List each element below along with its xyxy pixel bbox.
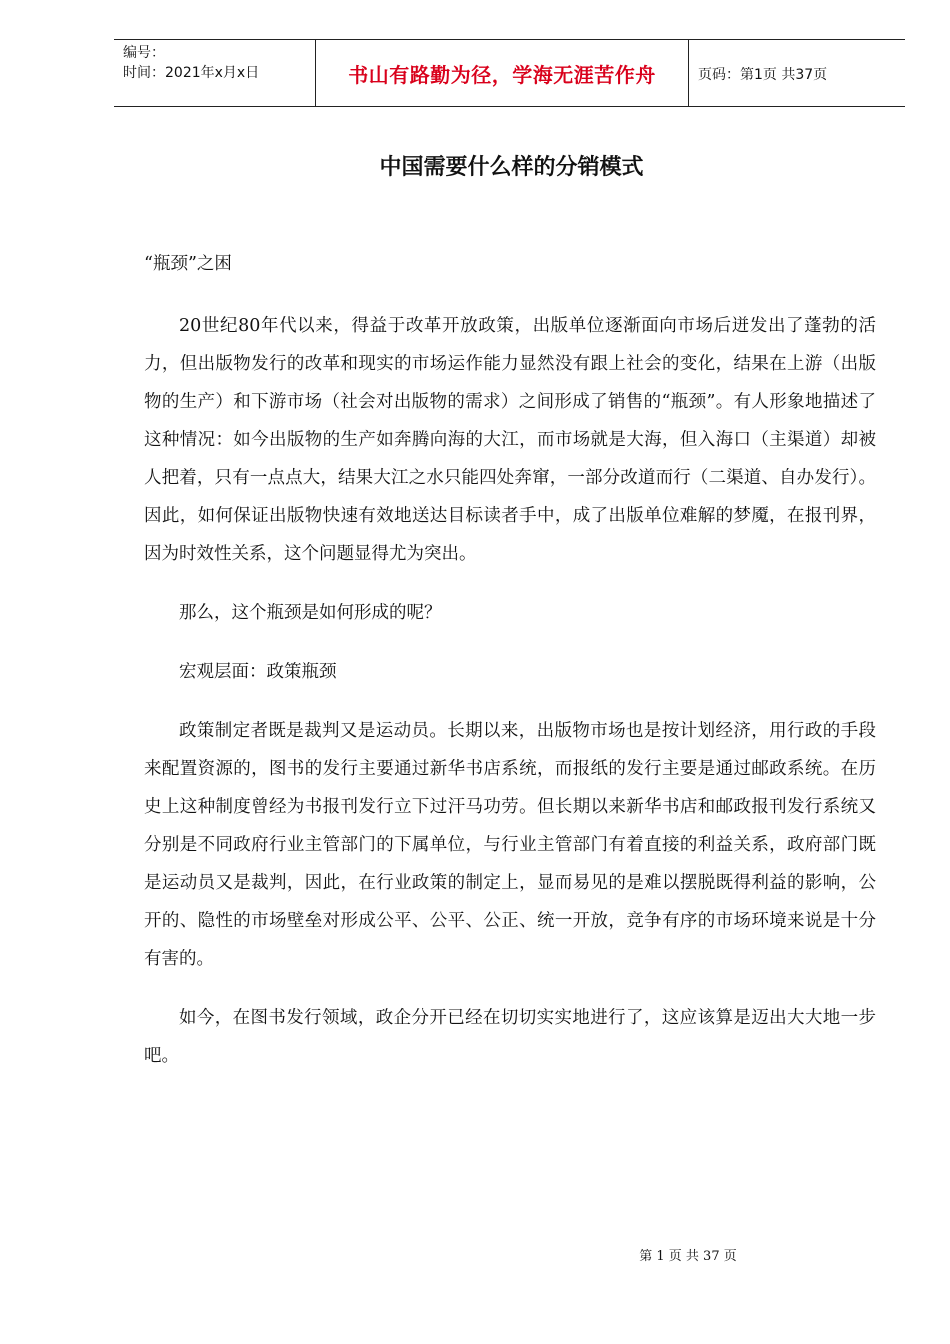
header-page-info: 页码：第1页 共37页 xyxy=(698,67,828,83)
header-motto: 书山有路勤为径，学海无涯苦作舟 xyxy=(348,63,656,87)
page-header xyxy=(114,39,905,107)
header-divider xyxy=(688,40,689,107)
page-footer: 第 1 页 共 37 页 xyxy=(639,1249,737,1264)
document-title: 中国需要什么样的分销模式 xyxy=(379,154,644,180)
body-paragraph: 20世纪80年代以来，得益于改革开放政策，出版单位逐渐面向市场后迸发出了蓬勃的活力，但出版物发行的改革和现实的市场运作能力显然没有跟上社会的变化，结果在上游（出版物的生产）和下游市场（社会对出版物的需求）之间形成了销售的“瓶颈”。有人形象地描述了这种情况：如今出版物的生产如奔腾向海的大江，而市场就是大海，但入海口（主渠道）却被人把着，只有一点点大，结果大江之水只能四处奔窜，一部分改道而行（二渠道、自办发行）。因此，如何保证出版物快速有效地送达目标读者手中，成了出版单位难解的梦魇，在报刊界，因为时效性关系，这个问题显得尤为突出。 xyxy=(144,316,876,564)
document-body xyxy=(144,245,876,1096)
body-paragraph: 政策制定者既是裁判又是运动员。长期以来，出版物市场也是按计划经济，用行政的手段来配置资源的，图书的发行主要通过新华书店系统，而报纸的发行主要是通过邮政系统。在历史上这种制度曾经为书报刊发行立下过汗马功劳。但长期以来新华书店和邮政报刊发行系统又分别是不同政府行业主管部门的下属单位，与行业主管部门有着直接的利益关系，政府部门既是运动员又是裁判，因此，在行业政策的制定上，显而易见的是难以摆脱既得利益的影响，公开的、隐性的市场壁垒对形成公平、公平、公正、统一开放，竞争有序的市场环境来说是十分有害的。 xyxy=(144,721,876,969)
body-paragraph: 如今，在图书发行领域，政企分开已经在切切实实地进行了，这应该算是迈出大大地一步吧。 xyxy=(144,1008,876,1066)
subsection-heading: 宏观层面：政策瓶颈 xyxy=(179,662,337,682)
section-heading: “瓶颈”之困 xyxy=(144,254,232,274)
body-paragraph: 那么，这个瓶颈是如何形成的呢？ xyxy=(179,603,442,623)
header-number-label: 编号： xyxy=(123,45,165,61)
header-meta xyxy=(123,43,313,83)
header-time-label: 时间：2021年x月x日 xyxy=(123,65,260,81)
